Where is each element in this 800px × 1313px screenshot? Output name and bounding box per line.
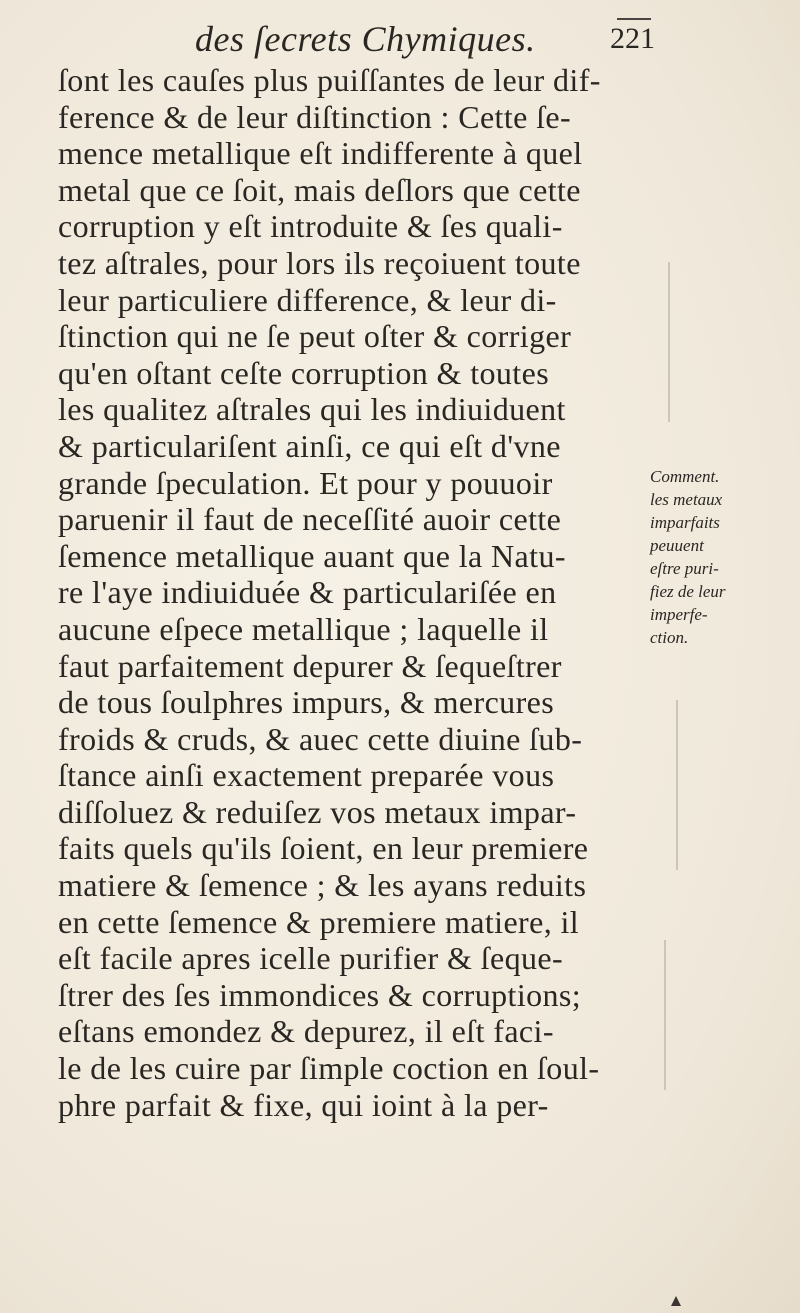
margin-note — [650, 465, 790, 649]
show-through-mark — [664, 940, 666, 1090]
text-line: leur particuliere difference, & leur di- — [58, 281, 557, 318]
text-line: ſtance ainſi exactement preparée vous — [58, 757, 555, 794]
margin-note-line: peuuent — [650, 536, 704, 555]
text-line: re l'aye indiuiduée & particulariſée en — [58, 574, 557, 611]
margin-note-line: imperfe- — [650, 605, 708, 624]
page-header — [195, 18, 665, 64]
header-rule — [617, 18, 651, 20]
margin-note-line: Comment. — [650, 467, 720, 486]
text-line: en cette ſemence & premiere matiere, il — [58, 903, 580, 940]
text-line: ſont les cauſes plus puiſſantes de leur dif- — [58, 62, 601, 98]
text-line: paruenir il faut de neceſſité auoir cette — [58, 501, 562, 538]
text-line: metal que ce ſoit, mais deſlors que cette — [58, 171, 581, 208]
margin-note-line: imparfaits — [650, 513, 720, 532]
text-line: aucune eſpece metallique ; laquelle il — [58, 610, 549, 647]
text-line: matiere & ſemence ; & les ayans reduits — [58, 867, 587, 904]
printer-mark — [671, 1296, 681, 1306]
text-line: froids & cruds, & auec cette diuine ſub- — [58, 720, 583, 757]
margin-note-line: les metaux — [650, 490, 723, 509]
text-line: & particulariſent ainſi, ce qui eſt d'vne — [58, 427, 561, 464]
text-line: faits quels qu'ils ſoient, en leur premiere — [58, 830, 589, 867]
text-line: corruption y eſt introduite & ſes quali- — [58, 208, 563, 245]
margin-note-line: fiez de leur — [650, 582, 726, 601]
text-line: phre parfait & fixe, qui ioint à la per- — [58, 1086, 549, 1123]
text-line: ſtrer des ſes immondices & corruptions; — [58, 976, 582, 1013]
running-title: des ſecrets Chymiques. — [195, 19, 536, 59]
text-line: qu'en oſtant ceſte corruption & toutes — [58, 354, 550, 391]
text-line: diſſoluez & reduiſez vos metaux impar- — [58, 793, 577, 830]
text-line: mence metallique eſt indifferente à quel — [58, 135, 583, 172]
margin-note-line: ction. — [650, 628, 689, 647]
text-line: ſtinction qui ne ſe peut oſter & corriger — [58, 318, 572, 355]
text-line: ſemence metallique auant que la Natu- — [58, 537, 566, 574]
margin-note-line: eſtre puri- — [650, 559, 719, 578]
text-line: le de les cuire par ſimple coction en ſoul- — [58, 1050, 600, 1087]
text-line: les qualitez aſtrales qui les indiuiduent — [58, 391, 566, 428]
text-line: faut parfaitement depurer & ſequeſtrer — [58, 647, 562, 684]
text-line: eſt facile apres icelle purifier & ſeque- — [58, 940, 564, 977]
show-through-mark — [668, 262, 670, 422]
text-line: eſtans emondez & depurez, il eſt faci- — [58, 1013, 554, 1050]
page-number: 221 — [610, 22, 655, 55]
body-text — [58, 62, 658, 1123]
text-line: ference & de leur diſtinction : Cette ſe- — [58, 98, 572, 135]
text-line: de tous ſoulphres impurs, & mercures — [58, 684, 555, 721]
show-through-mark — [676, 700, 678, 870]
text-line: grande ſpeculation. Et pour y pouuoir — [58, 464, 553, 501]
text-line: tez aſtrales, pour lors ils reçoiuent toute — [58, 244, 581, 281]
